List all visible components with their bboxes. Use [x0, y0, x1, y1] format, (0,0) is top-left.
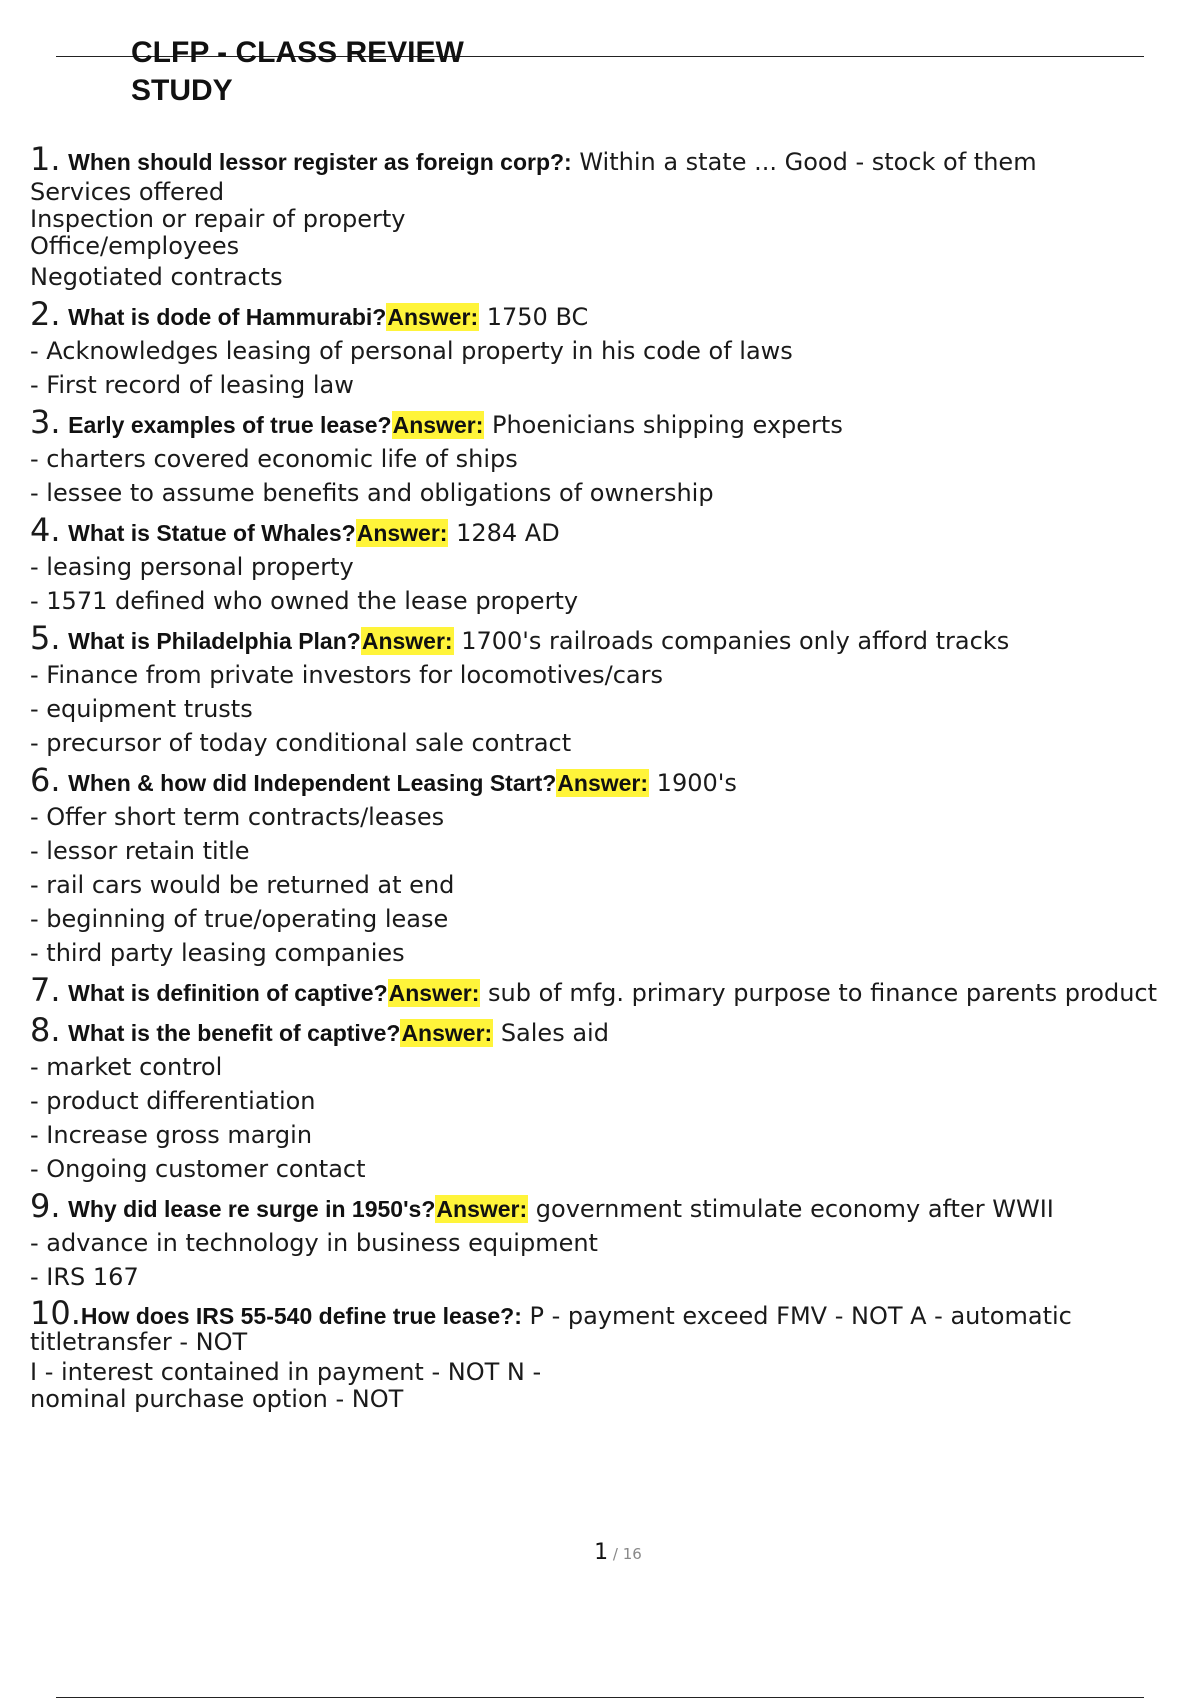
answer-line: - Ongoing customer contact [30, 1155, 366, 1183]
answer-line: - charters covered economic life of ships [30, 445, 518, 473]
question-number: 8. [30, 1011, 61, 1049]
answer-line: - advance in technology in business equipment [30, 1229, 598, 1257]
answer-line: - Acknowledges leasing of personal property in his code of laws [30, 337, 793, 365]
answer-line: Office/employees [30, 232, 240, 260]
answer-highlight-label: Answer: [356, 520, 448, 546]
answer-text: 1900's [649, 769, 737, 797]
answer-highlight-label: Answer: [392, 412, 484, 438]
answer-highlight-label: Answer: [388, 980, 480, 1006]
question-text: Early examples of true lease? [68, 412, 392, 438]
answer-highlight-label: Answer: [557, 770, 649, 796]
answer-text: 1700's railroads companies only afford tracks [453, 627, 1010, 655]
answer-line: - Increase gross margin [30, 1121, 313, 1149]
answer-line: - equipment trusts [30, 695, 253, 723]
question-6 [30, 763, 1180, 800]
question-number: 5. [30, 619, 61, 657]
question-text: When & how did Independent Leasing Start? [68, 770, 557, 796]
answer-line: - beginning of true/operating lease [30, 905, 449, 933]
question-7 [30, 973, 1180, 1010]
footer-rule [56, 1697, 1144, 1698]
question-number: 2. [30, 295, 61, 333]
answer-line: - 1571 defined who owned the lease property [30, 587, 579, 615]
answer-line: - First record of leasing law [30, 371, 354, 399]
answer-text: 1750 BC [479, 303, 589, 331]
question-text: What is definition of captive? [68, 980, 388, 1006]
answer-line: - Finance from private investors for locomotives/cars [30, 661, 663, 689]
answer-line: - rail cars would be returned at end [30, 871, 455, 899]
question-9 [30, 1189, 1180, 1226]
question-text: How does IRS 55-540 define true lease?: [80, 1303, 522, 1329]
question-number: 6. [30, 761, 61, 799]
question-5 [30, 621, 1180, 658]
question-number: 10. [30, 1294, 81, 1332]
answer-line: - lessor retain title [30, 837, 250, 865]
question-4 [30, 513, 1180, 550]
question-text: What is Philadelphia Plan? [68, 628, 361, 654]
question-8 [30, 1013, 1180, 1050]
document-title [131, 34, 464, 110]
current-page-number: 1 [594, 1540, 609, 1565]
answer-line: - IRS 167 [30, 1263, 139, 1291]
question-text: What is Statue of Whales? [68, 520, 356, 546]
answer-highlight-label: Answer: [387, 304, 479, 330]
title-line-1: CLFP - CLASS REVIEW [131, 36, 464, 69]
answer-text: 1284 AD [448, 519, 560, 547]
question-1 [30, 140, 1180, 178]
answer-text: Phoenicians shipping experts [484, 411, 843, 439]
answer-text: government stimulate economy after WWII [528, 1195, 1054, 1223]
question-text: When should lessor register as foreign corp?: [68, 149, 572, 175]
answer-line: - product differentiation [30, 1087, 316, 1115]
question-number: 1. [30, 140, 61, 178]
question-text: What is the benefit of captive? [68, 1020, 401, 1046]
answer-line: nominal purchase option - NOT [30, 1385, 404, 1413]
answer-highlight-label: Answer: [436, 1196, 528, 1222]
question-number: 3. [30, 403, 61, 441]
answer-text: Within a state ... Good - stock of them [571, 148, 1037, 176]
answer-highlight-label: Answer: [401, 1020, 493, 1046]
question-number: 4. [30, 511, 61, 549]
question-text: Why did lease re surge in 1950's? [68, 1196, 436, 1222]
answer-text: Sales aid [493, 1019, 609, 1047]
answer-line: - leasing personal property [30, 553, 354, 581]
answer-line: Inspection or repair of property [30, 205, 406, 233]
question-number: 9. [30, 1187, 61, 1225]
answer-line: Negotiated contracts [30, 263, 283, 291]
page-indicator [0, 1540, 1200, 1565]
question-3 [30, 405, 1180, 442]
total-pages: / 16 [608, 1545, 642, 1563]
question-10 [30, 1294, 1180, 1356]
title-line-2: STUDY [131, 74, 233, 107]
question-2 [30, 297, 1180, 334]
answer-line: - Offer short term contracts/leases [30, 803, 445, 831]
answer-line: - lessee to assume benefits and obligations of ownership [30, 479, 714, 507]
study-content [30, 140, 1180, 1413]
answer-line: - precursor of today conditional sale contract [30, 729, 572, 757]
answer-line: Services offered [30, 178, 225, 206]
answer-line: - market control [30, 1053, 223, 1081]
answer-highlight-label: Answer: [361, 628, 453, 654]
answer-text: sub of mfg. primary purpose to finance parents product [480, 979, 1158, 1007]
answer-text: P - payment exceed FMV - NOT A - automatic titletransfer - NOT [30, 1302, 1072, 1356]
answer-line: I - interest contained in payment - NOT N - [30, 1358, 542, 1386]
answer-line: - third party leasing companies [30, 939, 405, 967]
question-text: What is dode of Hammurabi? [68, 304, 387, 330]
question-number: 7. [30, 971, 61, 1009]
